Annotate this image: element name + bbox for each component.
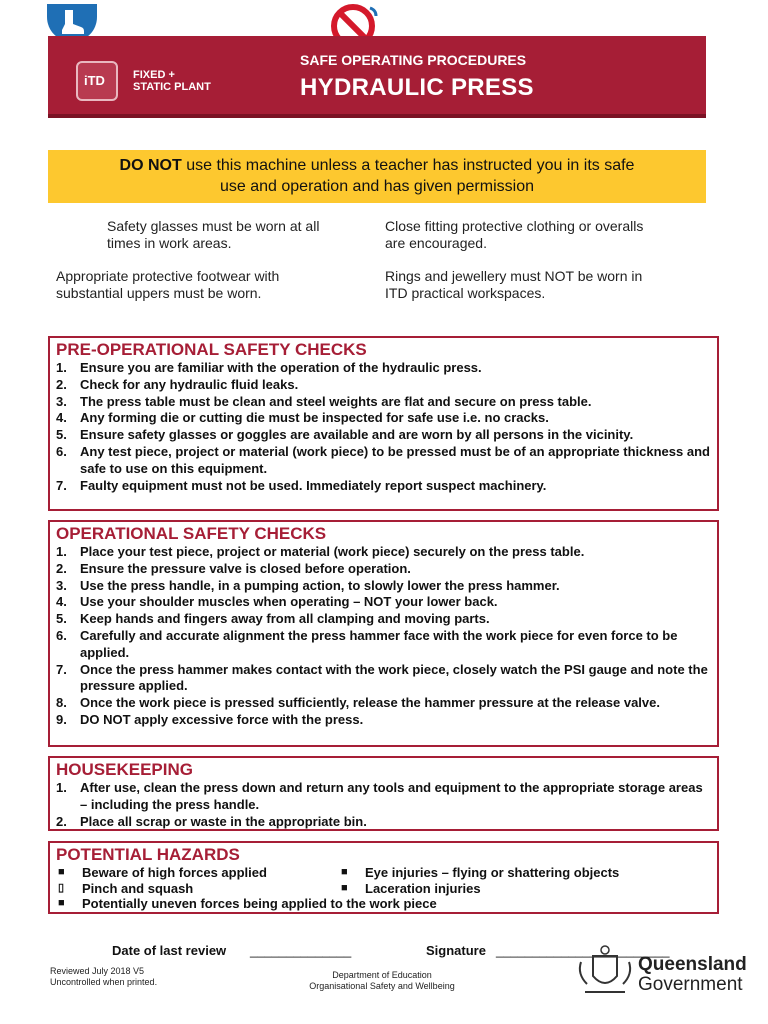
list-item: 7. Faulty equipment must not be used. Immediately report suspect machinery. <box>56 477 547 493</box>
hazard-text: Beware of high forces applied <box>82 865 267 880</box>
operational-section <box>48 520 719 747</box>
bullet-square-icon: ■ <box>58 866 65 878</box>
hazard-text: Laceration injuries <box>365 880 481 896</box>
hazard-item <box>339 865 669 881</box>
category-label <box>133 69 211 93</box>
list-item-text: Ensure you are familiar with the operation of the hydraulic press. <box>80 360 482 375</box>
ppe-clothing-line-1: Close fitting protective clothing or overalls <box>385 218 644 234</box>
list-item: 1. Place your test piece, project or material (work piece) securely on the press table. <box>56 544 585 559</box>
warning-line-1 <box>48 155 706 176</box>
pre-operational-heading: PRE-OPERATIONAL SAFETY CHECKS <box>56 340 367 359</box>
category-line-2: STATIC PLANT <box>133 81 211 93</box>
hazards-heading: POTENTIAL HAZARDS <box>56 845 240 864</box>
hazard-text: Eye injuries – flying or shattering objects <box>365 865 620 880</box>
list-item-text: Check for any hydraulic fluid leaks. <box>80 376 299 392</box>
list-item: 3. Use the press handle, in a pumping action, to slowly lower the press hammer. <box>56 577 560 593</box>
hazard-item <box>339 881 669 897</box>
list-item: 5. Keep hands and fingers away from all clamping and moving parts. <box>56 611 490 627</box>
ppe-glasses-line-1: Safety glasses must be worn at all <box>107 218 320 234</box>
list-item-text: Place your test piece, project or material (work piece) securely on the press table. <box>80 544 585 559</box>
version-note <box>50 966 157 988</box>
queensland-word: Queensland <box>638 954 747 975</box>
ppe-footwear <box>56 268 279 302</box>
review-label: Date of last review <box>112 943 227 958</box>
hazards-section <box>48 841 719 914</box>
warning-text-1: use this machine unless a teacher has instructed you in its safe <box>181 157 635 174</box>
queensland-government-logo <box>638 955 747 995</box>
ppe-rings <box>385 268 642 302</box>
list-item-text: Once the work piece is pressed sufficiently, release the hammer pressure at the release valve. <box>80 695 660 711</box>
list-item: 9. DO NOT apply excessive force with the press. <box>56 711 364 727</box>
ppe-footwear-line-2: substantial uppers must be worn. <box>56 285 262 301</box>
itd-logo-text: iTD <box>84 73 105 88</box>
bullet-square-icon: ■ <box>341 881 348 894</box>
hazard-text: Potentially uneven forces being applied to the work piece <box>82 896 437 911</box>
ppe-glasses <box>107 218 319 252</box>
operational-heading: OPERATIONAL SAFETY CHECKS <box>56 524 327 543</box>
pre-operational-list <box>56 360 711 494</box>
review-date-field[interactable]: ______________ <box>250 943 352 958</box>
list-item-text: Carefully and accurate alignment the press hammer face with the work piece for even force to be applied. <box>80 627 678 660</box>
warning-bold: DO NOT <box>119 157 182 174</box>
department-unit: Organisational Safety and Wellbeing <box>309 981 455 991</box>
list-item: 1. After use, clean the press down and return any tools and equipment to the appropriate storage areas – including the press handle. <box>56 780 703 812</box>
list-item: 1. Ensure you are familiar with the operation of the hydraulic press. <box>56 360 482 375</box>
ppe-footwear-line-1: Appropriate protective footwear with <box>56 268 280 284</box>
department-note <box>284 970 480 992</box>
list-item-text: The press table must be clean and steel weights are flat and secure on press table. <box>80 393 592 409</box>
hazard-item <box>56 865 339 881</box>
government-word: Government <box>638 974 743 995</box>
housekeeping-heading: HOUSEKEEPING <box>56 760 193 779</box>
hazard-item <box>56 881 339 897</box>
list-item-text: Keep hands and fingers away from all clamping and moving parts. <box>80 611 490 627</box>
housekeeping-section <box>48 756 719 831</box>
bullet-square-icon: ▯ <box>58 881 65 894</box>
list-item: 4. Any forming die or cutting die must be inspected for safe use i.e. no cracks. <box>56 410 549 426</box>
list-item-text: After use, clean the press down and return any tools and equipment to the appropriate storage areas – including the press handle. <box>80 780 703 812</box>
list-item-text: Ensure the pressure valve is closed before operation. <box>80 560 411 576</box>
ppe-rings-line-2: ITD practical workspaces. <box>385 285 546 301</box>
itd-logo <box>76 61 118 101</box>
hazard-text: Pinch and squash <box>82 880 194 896</box>
ppe-clothing <box>385 218 643 252</box>
ppe-clothing-line-2: are encouraged. <box>385 235 487 251</box>
list-item-text: Ensure safety glasses or goggles are available and are worn by all persons in the vicinity. <box>80 427 634 443</box>
list-item-text: Any test piece, project or material (work piece) to be pressed must be of an appropriate thickness and safe to use on this equipment. <box>80 443 710 476</box>
uncontrolled-text: Uncontrolled when printed. <box>50 977 158 987</box>
bullet-square-icon: ■ <box>341 866 348 878</box>
reviewed-text: Reviewed July 2018 V5 <box>50 966 145 976</box>
list-item: 6. Any test piece, project or material (work piece) to be pressed must be of an appropriate thickness and safe to use on this equipment. <box>56 443 710 476</box>
signature-field[interactable]: ________________________ <box>496 943 670 958</box>
list-item: 2. Check for any hydraulic fluid leaks. <box>56 376 299 392</box>
list-item: 2. Place all scrap or waste in the appropriate bin. <box>56 813 367 829</box>
list-item: 8. Once the work piece is pressed sufficiently, release the hammer pressure at the release valve. <box>56 695 660 711</box>
list-item: 4. Use your shoulder muscles when operating – NOT your lower back. <box>56 594 498 610</box>
bullet-square-icon: ■ <box>58 897 65 909</box>
list-item-text: DO NOT apply excessive force with the press. <box>80 711 364 727</box>
pre-operational-section <box>48 336 719 511</box>
department-name: Department of Education <box>332 970 432 980</box>
hazards-list <box>56 865 711 912</box>
category-line-1: FIXED + <box>133 69 175 81</box>
ppe-rings-line-1: Rings and jewellery must NOT be worn in <box>385 268 643 284</box>
document-title: HYDRAULIC PRESS <box>300 74 534 101</box>
signature-label: Signature <box>426 943 486 958</box>
list-item: 3. The press table must be clean and steel weights are flat and secure on press table. <box>56 393 592 409</box>
queensland-crest-icon <box>575 942 635 998</box>
list-item: 5. Ensure safety glasses or goggles are available and are worn by all persons in the vicinity. <box>56 427 634 443</box>
list-item-text: Any forming die or cutting die must be inspected for safe use i.e. no cracks. <box>80 410 549 426</box>
document-subtitle: SAFE OPERATING PROCEDURES <box>300 52 527 68</box>
list-item: 7. Once the press hammer makes contact with the work piece, closely watch the PSI gauge and note the pressure applied. <box>56 661 708 694</box>
operational-list <box>56 544 711 729</box>
list-item: 6. Carefully and accurate alignment the press hammer face with the work piece for even force to be applied. <box>56 627 678 660</box>
list-item-text: Once the press hammer makes contact with the work piece, closely watch the PSI gauge and note the pressure applied. <box>80 661 708 694</box>
list-item-text: Use your shoulder muscles when operating – NOT your lower back. <box>80 594 498 610</box>
housekeeping-list <box>56 780 711 830</box>
hazard-item <box>56 896 669 912</box>
list-item-text: Use the press handle, in a pumping action, to slowly lower the press hammer. <box>80 577 560 593</box>
list-item-text: Faulty equipment must not be used. Immediately report suspect machinery. <box>80 477 547 493</box>
ppe-glasses-line-2: times in work areas. <box>107 235 232 251</box>
warning-box <box>48 150 706 203</box>
header-banner <box>48 36 706 118</box>
list-item-text: Place all scrap or waste in the appropriate bin. <box>80 813 367 829</box>
list-item: 2. Ensure the pressure valve is closed before operation. <box>56 560 411 576</box>
warning-line-2: use and operation and has given permission <box>220 178 534 195</box>
